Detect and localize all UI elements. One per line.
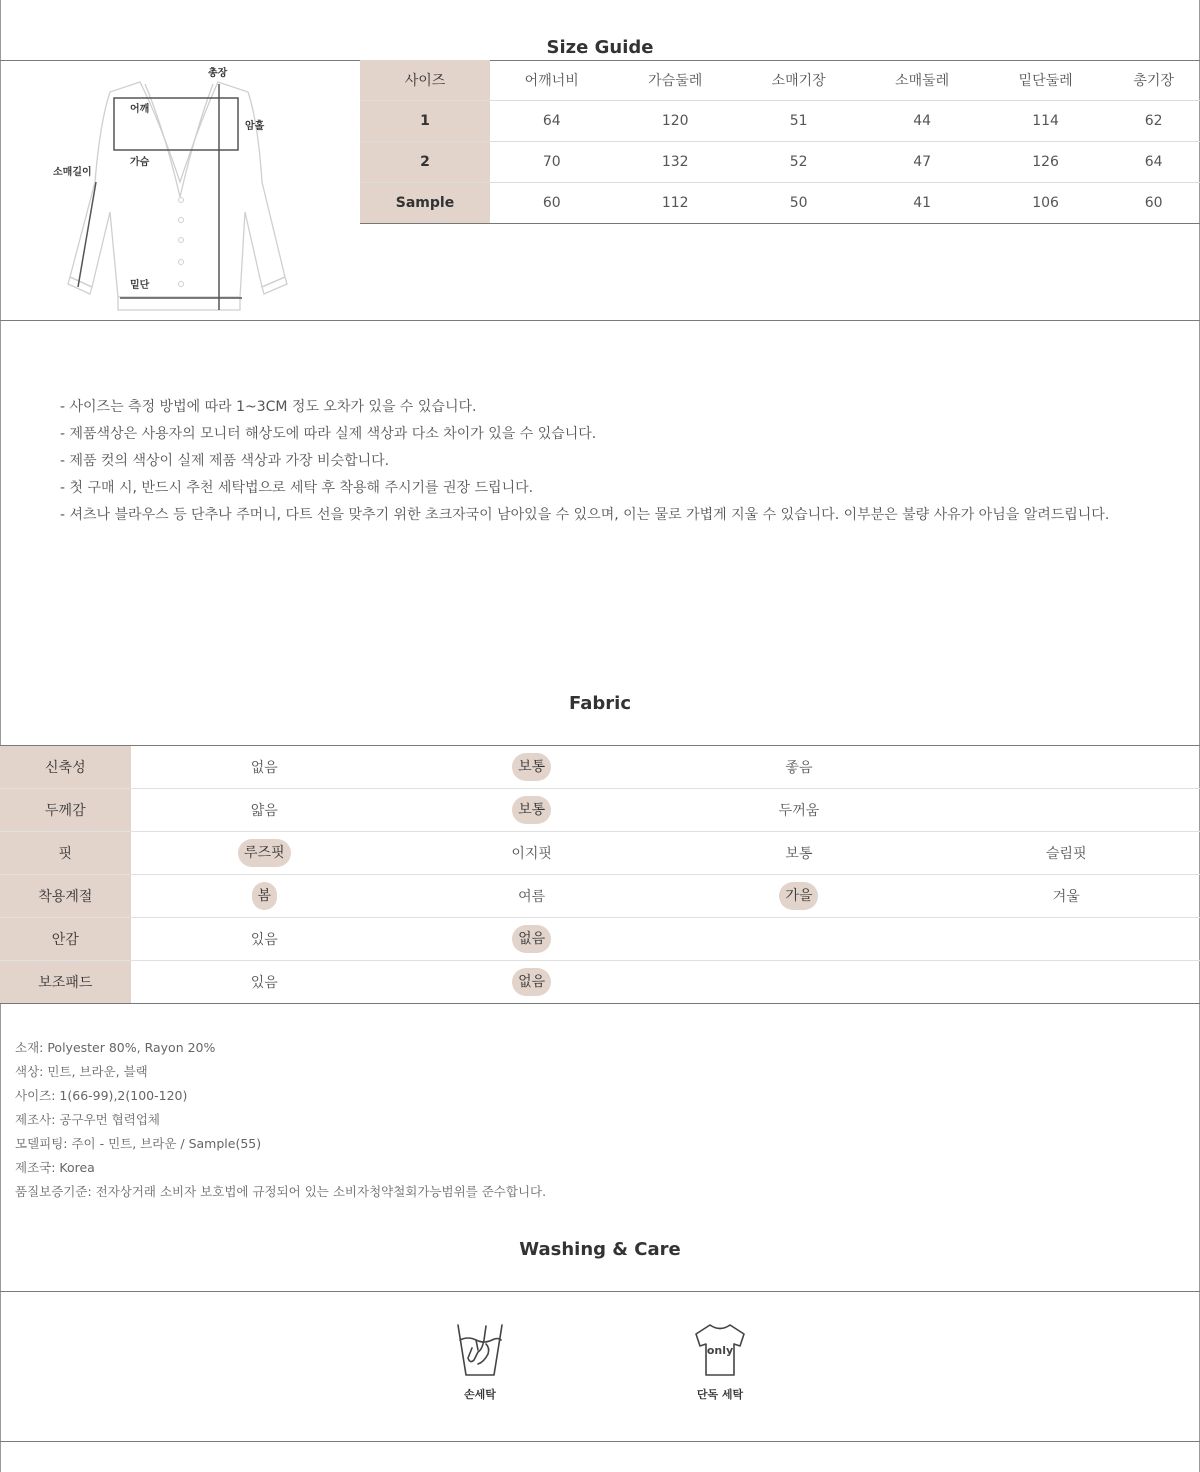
size-table <box>360 60 1200 224</box>
size-cell: 2 <box>360 142 490 183</box>
table-cell: 70 <box>490 142 613 183</box>
table-cell: 64 <box>490 101 613 142</box>
washing-title: Washing & Care <box>519 1239 681 1260</box>
size-guide-title: Size Guide <box>546 37 654 58</box>
fabric-option-selected: 봄 <box>252 882 278 910</box>
note-item: - 제품 컷의 색상이 실제 제품 색상과 가장 비슷합니다. <box>60 453 390 469</box>
divider <box>0 320 1200 321</box>
note-item: - 사이즈는 측정 방법에 따라 1~3CM 정도 오차가 있을 수 있습니다. <box>60 399 477 415</box>
fabric-option-cell <box>131 832 398 875</box>
table-cell: 41 <box>860 183 983 224</box>
fabric-option-cell <box>933 961 1200 1004</box>
fabric-option-cell <box>665 832 932 875</box>
size-cell: Sample <box>360 183 490 224</box>
fabric-row-label: 착용계절 <box>0 875 131 918</box>
fabric-row-label: 핏 <box>0 832 131 875</box>
fabric-option-cell <box>665 746 932 789</box>
table-row <box>360 183 1200 224</box>
spec-color: 색상: 민트, 브라운, 블랙 <box>15 1064 148 1079</box>
table-cell: 126 <box>984 142 1107 183</box>
sleeve-length-label: 소매길이 <box>53 167 92 178</box>
table-cell: 60 <box>490 183 613 224</box>
column-header: 소매기장 <box>737 60 860 101</box>
fabric-option: 없음 <box>250 760 278 776</box>
fabric-option-cell <box>398 832 665 875</box>
divider <box>0 1291 1200 1292</box>
fabric-option-cell <box>131 961 398 1004</box>
fabric-option-cell <box>398 789 665 832</box>
fabric-title: Fabric <box>569 693 631 714</box>
fabric-option-cell <box>933 918 1200 961</box>
spec-material: 소재: Polyester 80%, Rayon 20% <box>15 1040 216 1055</box>
table-cell: 132 <box>613 142 736 183</box>
size-table-header-row <box>360 60 1200 101</box>
fabric-option: 이지핏 <box>511 846 552 862</box>
table-cell: 44 <box>860 101 983 142</box>
fabric-option: 보통 <box>785 846 813 862</box>
size-cell: 1 <box>360 101 490 142</box>
table-cell: 106 <box>984 183 1107 224</box>
fabric-option-cell <box>665 961 932 1004</box>
fabric-row-label: 보조패드 <box>0 961 131 1004</box>
table-cell: 64 <box>1107 142 1200 183</box>
table-cell: 47 <box>860 142 983 183</box>
fabric-row <box>0 918 1200 961</box>
column-header: 사이즈 <box>360 60 490 101</box>
hand-wash-icon <box>448 1320 512 1380</box>
fabric-option-cell <box>398 746 665 789</box>
fabric-option-selected: 가을 <box>779 882 818 910</box>
cardigan-diagram <box>0 62 358 320</box>
fabric-option: 있음 <box>250 975 278 991</box>
fabric-table <box>0 746 1200 1004</box>
fabric-option-selected: 없음 <box>512 968 551 996</box>
fabric-row-label: 신축성 <box>0 746 131 789</box>
note-item: - 첫 구매 시, 반드시 추천 세탁법으로 세탁 후 착용해 주시기를 권장 드립니다. <box>60 480 534 496</box>
fabric-row <box>0 875 1200 918</box>
fabric-option-cell <box>131 918 398 961</box>
chest-label: 가슴 <box>130 157 150 168</box>
fabric-option: 있음 <box>250 932 278 948</box>
fabric-option: 겨울 <box>1052 889 1080 905</box>
fabric-option-cell <box>131 789 398 832</box>
product-specs <box>15 1036 546 1204</box>
wash-separately-icon <box>688 1320 752 1380</box>
fabric-option-cell <box>665 875 932 918</box>
spec-manufacturer: 제조사: 공구우먼 협력업체 <box>15 1112 160 1127</box>
table-cell: 112 <box>613 183 736 224</box>
fabric-option-cell <box>933 832 1200 875</box>
wash-separately-label: 단독 세탁 <box>696 1388 744 1401</box>
note-item: - 제품색상은 사용자의 모니터 해상도에 따라 실제 색상과 다소 차이가 있을 수 있습니다. <box>60 426 597 442</box>
spec-size: 사이즈: 1(66-99),2(100-120) <box>15 1088 188 1103</box>
hem-label: 밑단 <box>130 280 150 291</box>
fabric-row-label: 안감 <box>0 918 131 961</box>
table-cell: 51 <box>737 101 860 142</box>
fabric-option-selected: 루즈핏 <box>238 839 291 867</box>
fabric-row <box>0 961 1200 1004</box>
fabric-option-cell <box>933 875 1200 918</box>
fabric-option-cell <box>131 875 398 918</box>
fabric-option: 슬림핏 <box>1046 846 1087 862</box>
note-item: - 셔츠나 블라우스 등 단추나 주머니, 다트 선을 맞추기 위한 초크자국이 남아있을 수 있으며, 이는 물로 가볍게 지울 수 있습니다. 이부분은 불량 사유가 아님을 알려드립니다. <box>60 507 1110 523</box>
fabric-option-selected: 보통 <box>512 796 551 824</box>
spec-model-fitting: 모델피팅: 주이 - 민트, 브라운 / Sample(55) <box>15 1136 262 1151</box>
fabric-option-selected: 없음 <box>512 925 551 953</box>
table-cell: 52 <box>737 142 860 183</box>
fabric-option-selected: 보통 <box>512 753 551 781</box>
fabric-option-cell <box>933 789 1200 832</box>
fabric-option-cell <box>665 918 932 961</box>
fabric-option-cell <box>398 875 665 918</box>
shoulder-label: 어깨 <box>130 104 150 115</box>
table-cell: 60 <box>1107 183 1200 224</box>
fabric-option: 좋음 <box>785 760 813 776</box>
fabric-row <box>0 789 1200 832</box>
fabric-option-cell <box>665 789 932 832</box>
fabric-option: 두꺼움 <box>778 803 820 819</box>
table-cell: 114 <box>984 101 1107 142</box>
spec-origin: 제조국: Korea <box>15 1160 95 1175</box>
hand-wash-label: 손세탁 <box>464 1388 496 1401</box>
column-header: 소매둘레 <box>860 60 983 101</box>
column-header: 어깨너비 <box>490 60 613 101</box>
column-header: 밑단둘레 <box>984 60 1107 101</box>
fabric-option-cell <box>398 918 665 961</box>
column-header: 가슴둘레 <box>613 60 736 101</box>
size-notes <box>60 394 1109 529</box>
table-cell: 50 <box>737 183 860 224</box>
only-icon-text: only <box>706 1344 734 1357</box>
table-row <box>360 142 1200 183</box>
hand-wash-item <box>440 1320 520 1402</box>
fabric-option: 얇음 <box>250 803 278 819</box>
spec-quality-guarantee: 품질보증기준: 전자상거래 소비자 보호법에 규정되어 있는 소비자청약철회가능범위를 준수합니다. <box>15 1184 547 1199</box>
table-row <box>360 101 1200 142</box>
fabric-row <box>0 832 1200 875</box>
fabric-row-label: 두께감 <box>0 789 131 832</box>
fabric-option-cell <box>933 746 1200 789</box>
fabric-row <box>0 746 1200 789</box>
column-header: 총기장 <box>1107 60 1200 101</box>
table-cell: 62 <box>1107 101 1200 142</box>
fabric-option: 여름 <box>518 889 546 905</box>
total-length-label: 총장 <box>208 68 228 79</box>
wash-separately-item <box>680 1320 760 1402</box>
armhole-label: 암홀 <box>245 121 265 132</box>
divider <box>0 1441 1200 1442</box>
fabric-option-cell <box>398 961 665 1004</box>
table-cell: 120 <box>613 101 736 142</box>
fabric-option-cell <box>131 746 398 789</box>
